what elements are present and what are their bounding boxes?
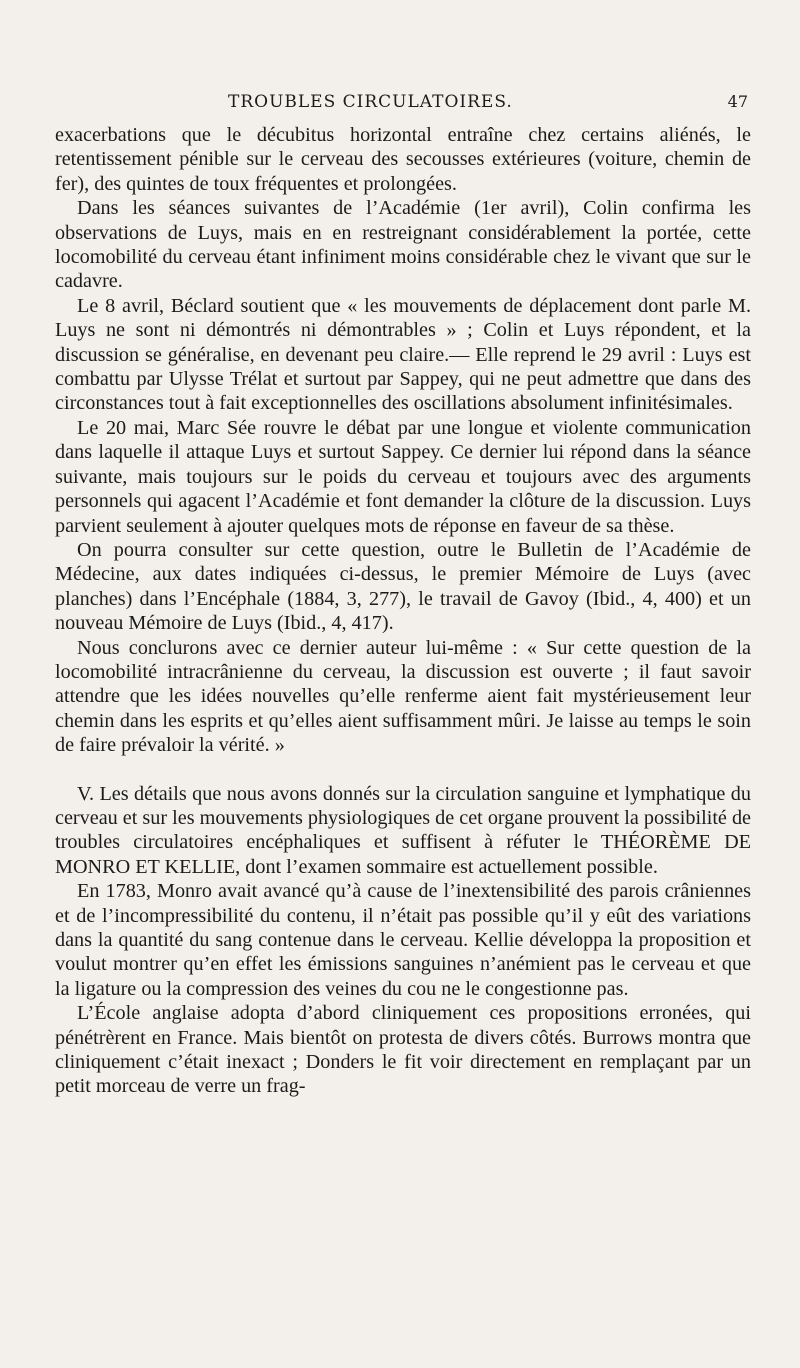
paragraph: En 1783, Monro avait avancé qu’à cause de l’inextensibilité des parois crâniennes et de l’incompressibilité du contenu, il n’était pas possible qu’il y eût des variations dans la quantité du sang contenue dans le cerveau. Kellie développa la proposition et voulut montrer qu’en effet les émissions sanguines n’anémient pas le cerveau et que la ligature ou la compression des veines du cou ne le congestionne pas.	[55, 880, 751, 1000]
paragraph: Le 20 mai, Marc Sée rouvre le débat par une longue et violente communication dans laquelle il attaque Luys et surtout Sappey. Ce dernier lui répond dans la séance suivante, mais toujours sur le poids du cerveau et toujours avec des arguments personnels qui agacent l’Académie et font demander la clôture de la discussion. Luys parvient seulement à ajouter quelques mots de réponse en faveur de sa thèse.	[55, 416, 751, 537]
paragraph: Le 8 avril, Béclard soutient que « les mouvements de déplacement dont parle M. Luys ne sont ni démontrés ni démontrables » ; Colin et Luys répondent, et la discussion se généralise, en devenant peu claire.— Elle reprend le 29 avril : Luys est combattu par Ulysse Trélat et surtout par Sappey, qui ne peut admettre que dans des circonstances tout à fait exceptionnelles des oscillations absolument infinitésimales.	[55, 294, 751, 415]
page-header	[228, 92, 748, 116]
running-title: TROUBLES CIRCULATOIRES.	[228, 92, 513, 112]
body-text	[55, 123, 751, 1099]
paragraph: exacerbations que le décubitus horizontal entraîne chez certains aliénés, le retentissement pénible sur le cerveau des secousses extérieures (voiture, chemin de fer), des quintes de toux fréquentes et prolongées.	[55, 124, 751, 195]
paragraph: On pourra consulter sur cette question, outre le Bulletin de l’Académie de Médecine, aux dates indiquées ci-dessus, le premier Mémoire de Luys (avec planches) dans l’Encéphale (1884, 3, 277), le travail de Gavoy (Ibid., 4, 400) et un nouveau Mémoire de Luys (Ibid., 4, 417).	[55, 538, 751, 635]
paragraph: L’École anglaise adopta d’abord cliniquement ces propositions erronées, qui pénétrèrent en France. Mais bientôt on protesta de divers côtés. Burrows montra que cliniquement c’était inexact ; Donders le fit voir directement en remplaçant par un petit morceau de verre un frag-	[55, 1002, 751, 1098]
page-number: 47	[727, 92, 748, 111]
section-paragraph: V. Les détails que nous avons donnés sur la circulation sanguine et lymphatique du cerveau et sur les mouvements physiologiques de cet organe prouvent la possibilité de troubles circulatoires encéphaliques et suffisent à réfuter le THÉORÈME DE MONRO ET KELLIE, dont l’examen sommaire est actuellement possible.	[55, 782, 751, 878]
paragraph: Nous conclurons avec ce dernier auteur lui-même : « Sur cette question de la locomobilité intracrânienne du cerveau, la discussion est ouverte ; il faut savoir attendre que les idées nouvelles qu’elle renferme aient fait mystérieusement leur chemin dans les esprits et qu’elles aient suffisamment mûri. Je laisse au temps le soin de faire prévaloir la vérité. »	[55, 636, 751, 757]
paragraph: Dans les séances suivantes de l’Académie (1er avril), Colin confirma les observations de Luys, mais en en restreignant considérablement la portée, cette locomobilité du cerveau étant infiniment moins considérable chez le vivant que sur le cadavre.	[55, 197, 751, 293]
